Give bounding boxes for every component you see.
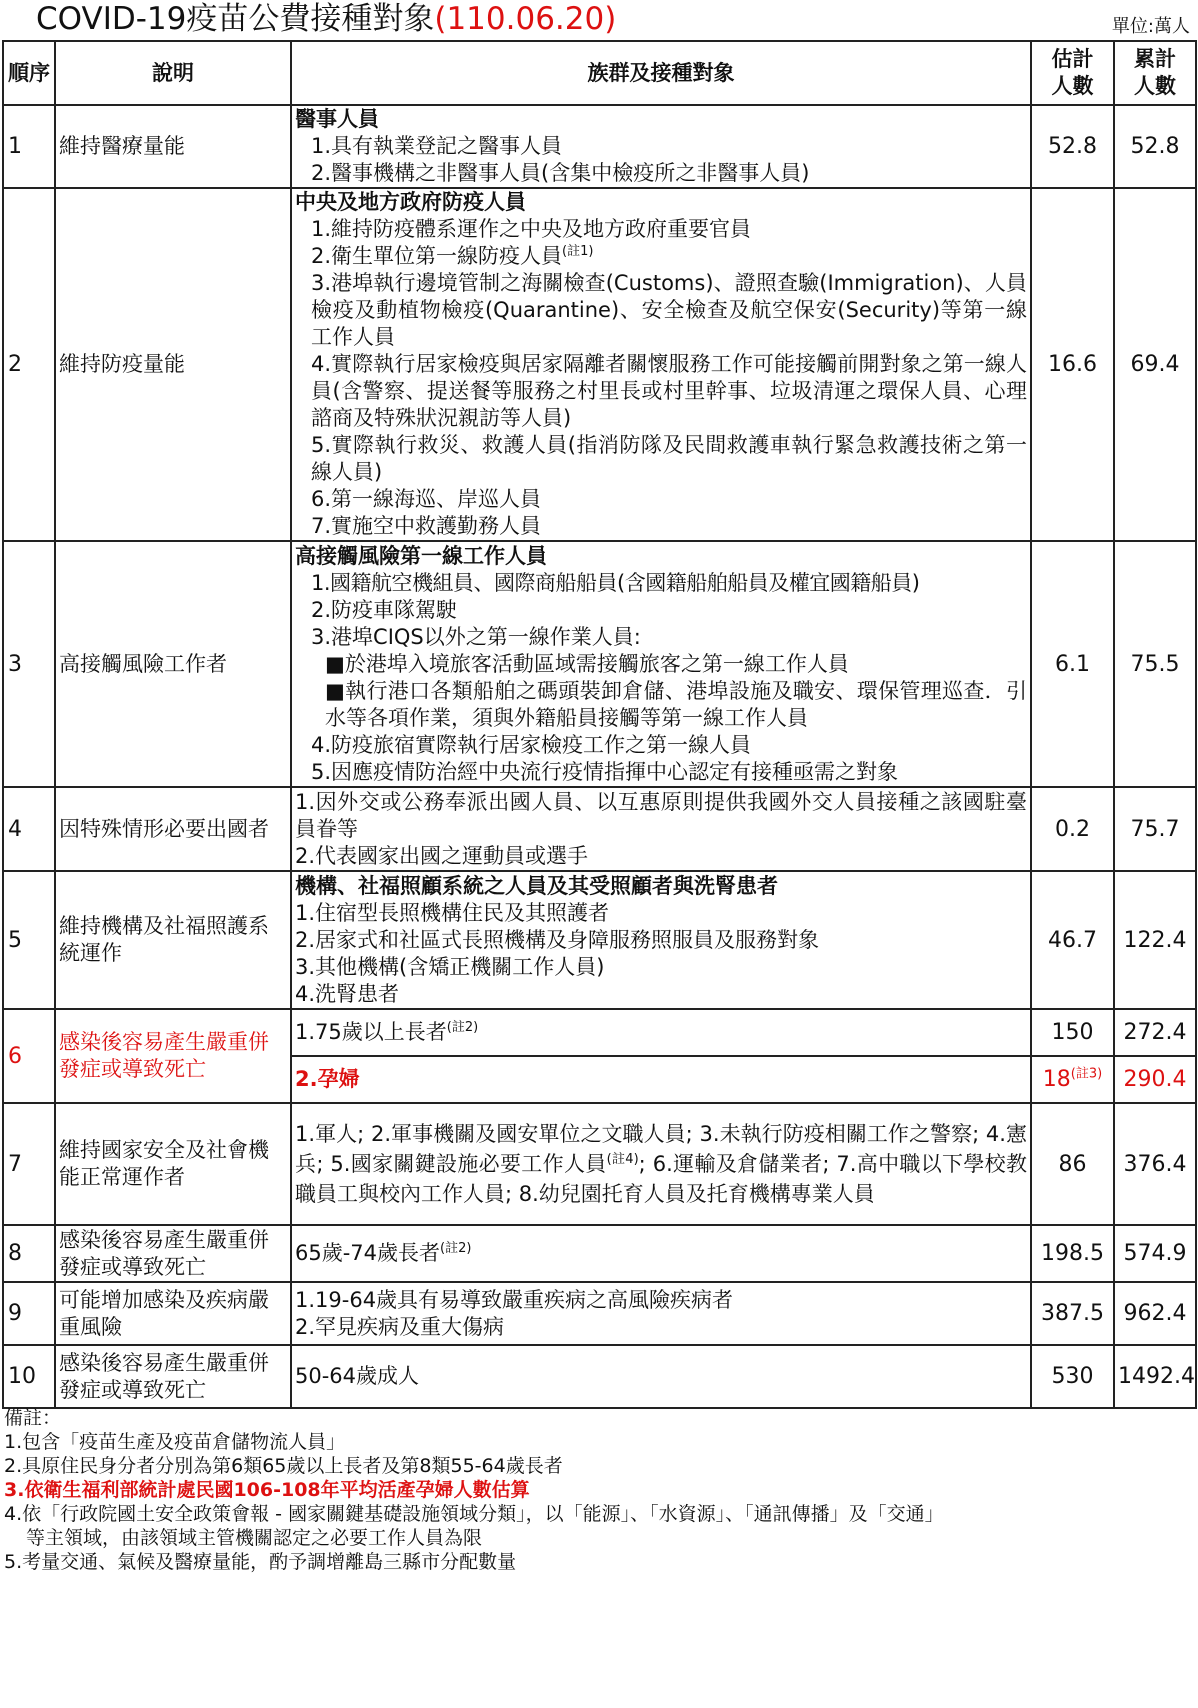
row-desc: 維持防疫量能 [55, 188, 291, 541]
row-desc: 因特殊情形必要出國者 [55, 787, 291, 871]
group-item: 4.實際執行居家檢疫與居家隔離者關懷服務工作可能接觸前開對象之第一線人員(含警察、提送餐等服務之村里長或村里幹事、垃圾清運之環保人員、心理諮商及特殊狀況親訪等人員) [311, 352, 1027, 430]
footnotes [4, 1406, 1194, 1574]
vaccine-priority-table [2, 40, 1197, 1409]
row-groups [291, 188, 1031, 541]
row-seq: 1 [3, 105, 55, 188]
row-seq: 9 [3, 1282, 55, 1345]
group-item: 4.防疫旅宿實際執行居家檢疫工作之第一線人員 [311, 732, 752, 757]
row-seq: 3 [3, 541, 55, 787]
group-item-text: 65歲-74歲長者 [295, 1241, 441, 1265]
group-item: 1.國籍航空機組員、國際商船船員(含國籍船舶船員及權宜國籍船員) [311, 570, 920, 595]
group-item: 3.其他機構(含矯正機關工作人員) [295, 954, 605, 979]
row-groups [291, 787, 1031, 871]
row-est [1031, 1056, 1114, 1103]
header-cum-l1: 累計 [1134, 47, 1176, 71]
row-cum: 52.8 [1114, 105, 1196, 188]
header-desc: 說明 [55, 41, 291, 105]
note-4: 4.依「行政院國土安全政策會報 - 國家關鍵基礎設施領域分類」，以「能源」、「水資源」、「通訊傳播」及「交通」 [4, 1503, 944, 1525]
group-item: 2.代表國家出國之運動員或選手 [295, 843, 589, 868]
row-groups: 2.孕婦 [291, 1056, 1031, 1103]
row-est: 387.5 [1031, 1282, 1114, 1345]
row-est: 6.1 [1031, 541, 1114, 787]
table-row [3, 188, 1196, 541]
row-cum: 1492.4 [1114, 1345, 1196, 1408]
row-groups [291, 541, 1031, 787]
group-item: 7.實施空中救護勤務人員 [311, 514, 542, 538]
row-seq: 2 [3, 188, 55, 541]
header-groups: 族群及接種對象 [291, 41, 1031, 105]
row-seq: 8 [3, 1225, 55, 1282]
row-cum: 376.4 [1114, 1103, 1196, 1225]
row-est: 86 [1031, 1103, 1114, 1225]
row-desc: 維持機構及社福照護系統運作 [55, 871, 291, 1009]
group-item: 1.19-64歲具有易導致嚴重疾病之高風險疾病者 [295, 1287, 734, 1312]
note-5: 5.考量交通、氣候及醫療量能，酌予調增離島三縣市分配數量 [4, 1551, 517, 1573]
group-heading: 機構、社福照顧系統之人員及其受照顧者與洗腎患者 [295, 873, 778, 898]
unit-label: 單位:萬人 [1111, 16, 1190, 37]
footnote-ref: (註2) [440, 1241, 472, 1256]
group-item: 2.居家式和社區式長照機構及身障服務照服員及服務對象 [295, 927, 820, 952]
row-desc: 感染後容易產生嚴重併發症或導致死亡 [55, 1225, 291, 1282]
table-row [3, 1103, 1196, 1225]
group-item-text: 2.衛生單位第一線防疫人員 [311, 244, 563, 268]
group-item: 5.實際執行救災、救護人員(指消防隊及民間救護車執行緊急救護技術之第一線人員) [311, 433, 1027, 484]
group-item-text: 1.75歲以上長者 [295, 1020, 447, 1044]
group-item: 6.第一線海巡、岸巡人員 [311, 487, 542, 511]
group-item: 4.洗腎患者 [295, 981, 400, 1006]
header-est-l2: 人數 [1051, 74, 1094, 98]
group-item: 1.具有執業登記之醫事人員 [311, 134, 563, 158]
row-est: 52.8 [1031, 105, 1114, 188]
row-groups [291, 1103, 1031, 1225]
header-cum [1114, 41, 1196, 105]
row-desc: 高接觸風險工作者 [55, 541, 291, 787]
bullet-item: ■於港埠入境旅客活動區域需接觸旅客之第一線工作人員 [325, 651, 849, 676]
header-est [1031, 41, 1114, 105]
row-cum: 962.4 [1114, 1282, 1196, 1345]
group-item: 2.防疫車隊駕駛 [311, 597, 458, 622]
row-groups [291, 105, 1031, 188]
group-item-text: ; 6.運輸及倉儲業者; 7.高中職以下學校教職員工與校內工作人員; 8.幼兒園托育人員及托育機構專業人員 [295, 1152, 1027, 1206]
row-desc: 可能增加感染及疾病嚴重風險 [55, 1282, 291, 1345]
group-item-text: 1.軍人; 2.軍事機關及國安單位之文職人員; 3.未執行防疫相關工作之警察; 4.憲兵; 5.國家關鍵設施必要工作人員 [295, 1122, 1027, 1176]
row-groups [291, 1282, 1031, 1345]
row-est: 150 [1031, 1009, 1114, 1056]
bullet-item: ■執行港口各類船舶之碼頭裝卸倉儲、港埠設施及職安、環保管理巡查．引水等各項作業，須與外籍船員接觸等第一線工作人員 [325, 678, 1027, 730]
group-item: 1.因外交或公務奉派出國人員、以互惠原則提供我國外交人員接種之該國駐臺員眷等 [295, 789, 1027, 841]
table-row [3, 1282, 1196, 1345]
table-row [3, 1225, 1196, 1282]
group-heading: 高接觸風險第一線工作人員 [295, 543, 547, 568]
page-title [36, 0, 616, 38]
group-item: 3.港埠CIQS以外之第一線作業人員: [311, 624, 641, 649]
row-est: 0.2 [1031, 787, 1114, 871]
group-item: 3.港埠執行邊境管制之海關檢查(Customs)、證照查驗(Immigration)、人員檢疫及動植物檢疫(Quarantine)、安全檢查及航空保安(Security)等第一線工作人員 [311, 271, 1027, 349]
group-item: 2.罕見疾病及重大傷病 [295, 1314, 505, 1339]
note-3: 3.依衛生福利部統計處民國106-108年平均活產孕婦人數估算 [4, 1479, 530, 1501]
row-cum: 69.4 [1114, 188, 1196, 541]
group-heading: 中央及地方政府防疫人員 [295, 190, 526, 214]
header-cum-l2: 人數 [1134, 74, 1176, 98]
footnote-ref: (註4) [606, 1152, 639, 1167]
group-item: 1.住宿型長照機構住民及其照護者 [295, 900, 610, 925]
row-cum: 75.7 [1114, 787, 1196, 871]
row-cum: 290.4 [1114, 1056, 1196, 1103]
row-desc: 感染後容易產生嚴重併發症或導致死亡 [55, 1345, 291, 1408]
footnote-ref: (註3) [1070, 1066, 1103, 1082]
header-est-l1: 估計 [1051, 47, 1094, 71]
row-seq: 5 [3, 871, 55, 1009]
table-row [3, 1009, 1196, 1056]
row-groups [291, 1225, 1031, 1282]
group-item: 5.因應疫情防治經中央流行疫情指揮中心認定有接種亟需之對象 [311, 759, 899, 784]
row-seq: 6 [3, 1009, 55, 1103]
row-cum: 574.9 [1114, 1225, 1196, 1282]
row-seq: 7 [3, 1103, 55, 1225]
header-row [3, 41, 1196, 105]
table-row [3, 787, 1196, 871]
footnote-ref: (註1) [562, 244, 594, 259]
row-est: 530 [1031, 1345, 1114, 1408]
row-groups [291, 1009, 1031, 1056]
group-heading: 醫事人員 [295, 107, 379, 131]
row-cum: 75.5 [1114, 541, 1196, 787]
row-est: 16.6 [1031, 188, 1114, 541]
table-row [3, 871, 1196, 1009]
row-groups [291, 871, 1031, 1009]
table-row [3, 105, 1196, 188]
group-item [295, 243, 1027, 270]
note-2: 2.具原住民身分者分別為第6類65歲以上長者及第8類55-64歲長者 [4, 1455, 563, 1477]
note-4-cont: 等主領域，由該領域主管機關認定之必要工作人員為限 [26, 1527, 483, 1549]
row-groups: 50-64歲成人 [291, 1345, 1031, 1408]
row-desc: 維持國家安全及社會機能正常運作者 [55, 1103, 291, 1225]
table-row [3, 1345, 1196, 1408]
title-main: COVID-19疫苗公費接種對象 [36, 1, 435, 37]
notes-label: 備註： [4, 1407, 62, 1429]
title-date: (110.06.20) [434, 1, 617, 37]
row-seq: 4 [3, 787, 55, 871]
header-seq: 順序 [3, 41, 55, 105]
table-row [3, 541, 1196, 787]
row-est: 46.7 [1031, 871, 1114, 1009]
row-cum: 272.4 [1114, 1009, 1196, 1056]
group-item: 1.維持防疫體系運作之中央及地方政府重要官員 [311, 217, 752, 241]
group-item: 2.醫事機構之非醫事人員(含集中檢疫所之非醫事人員) [311, 161, 810, 185]
footnote-ref: (註2) [446, 1020, 479, 1035]
row-est-value: 18 [1042, 1067, 1071, 1092]
note-1: 1.包含「疫苗生產及疫苗倉儲物流人員」 [4, 1431, 346, 1453]
row-est: 198.5 [1031, 1225, 1114, 1282]
row-desc: 感染後容易產生嚴重併發症或導致死亡 [55, 1009, 291, 1103]
row-desc: 維持醫療量能 [55, 105, 291, 188]
row-seq: 10 [3, 1345, 55, 1408]
row-cum: 122.4 [1114, 871, 1196, 1009]
